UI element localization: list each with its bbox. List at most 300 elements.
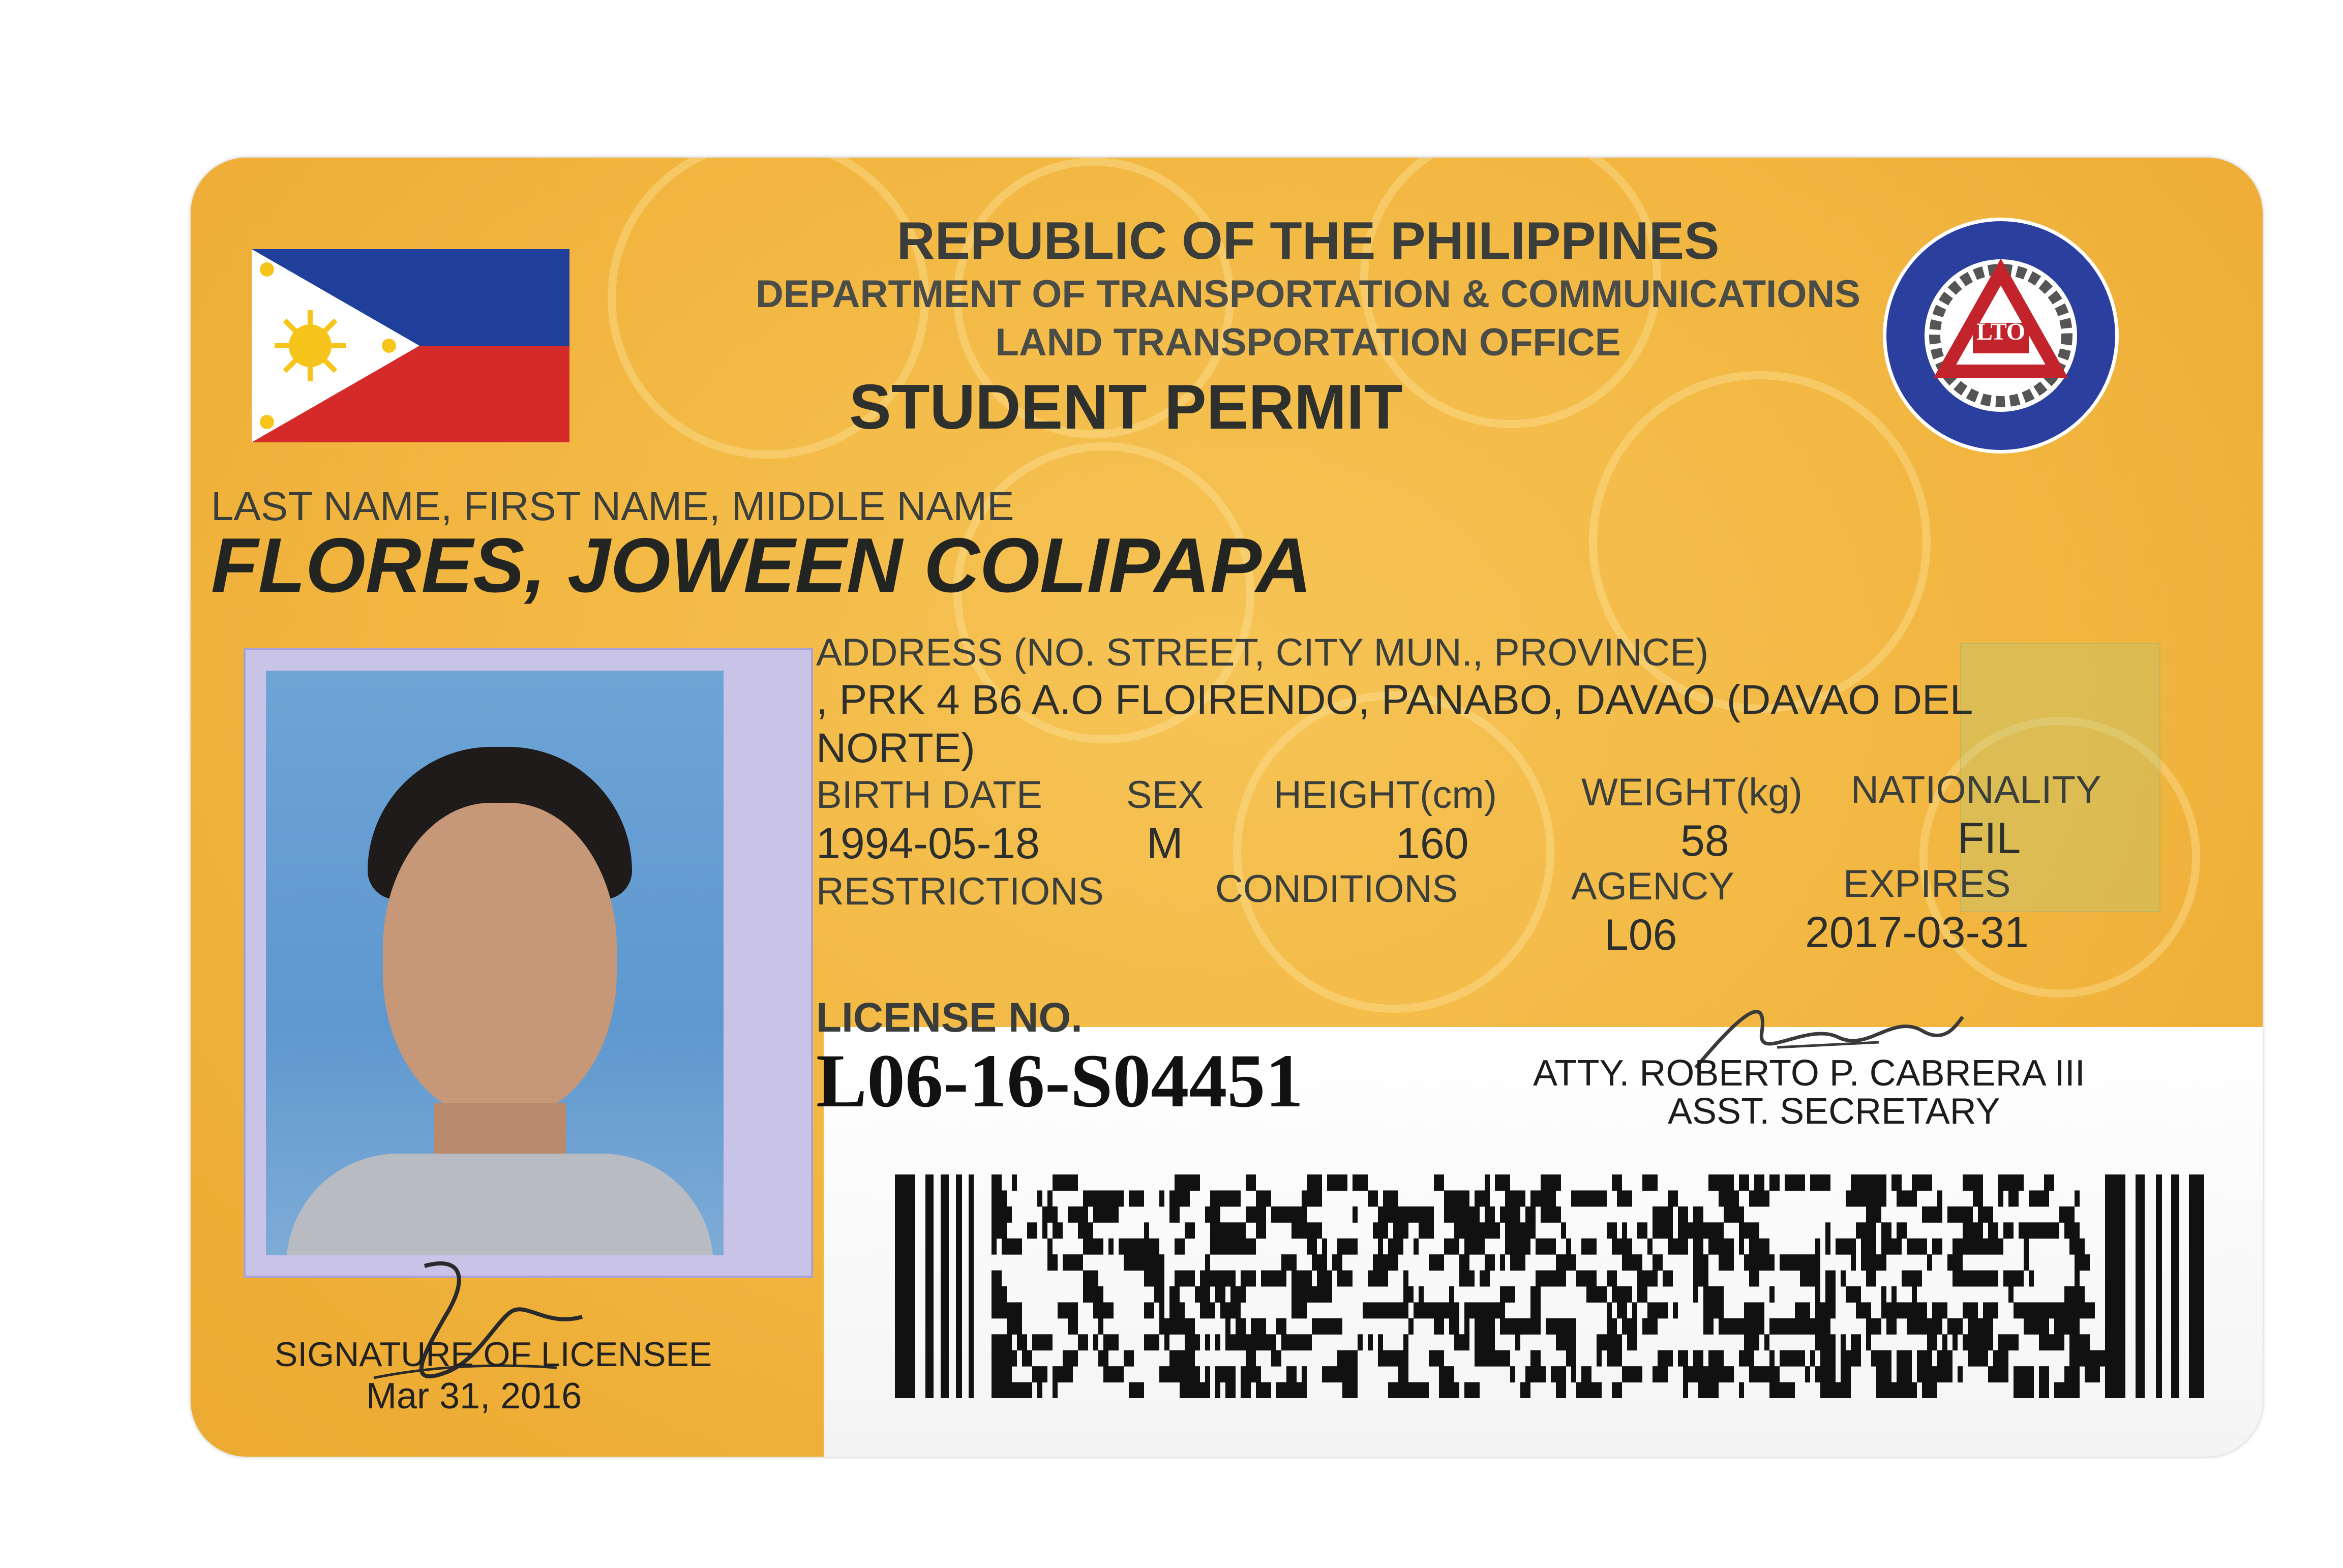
barcode-module [1993,1239,2003,1255]
barcode-module [1002,1382,1017,1398]
barcode-module [1556,1382,1566,1398]
barcode-module [2003,1271,2024,1287]
barcode-module [2003,1222,2014,1239]
barcode-module [1414,1302,1419,1318]
barcode-module [1876,1382,1897,1398]
barcode-module [2003,1174,2024,1191]
barcode-module [1683,1366,1703,1382]
license-label: LICENSE NO. [816,994,1083,1041]
barcode-module [1403,1271,1408,1287]
barcode-module [1480,1350,1490,1367]
barcode-module [1825,1286,1836,1303]
barcode-module [1124,1350,1134,1367]
barcode-module [1225,1334,1241,1350]
barcode-module [1205,1334,1210,1350]
barcode-module [1825,1271,1836,1287]
barcode-module [1327,1318,1342,1335]
barcode-module [1256,1382,1271,1398]
barcode-module [1978,1318,1993,1335]
barcode-module [1322,1239,1327,1255]
barcode-module [1510,1222,1520,1239]
barcode-module [1866,1207,1881,1223]
barcode-module [1312,1174,1322,1191]
barcode-module [1561,1222,1566,1239]
barcode-module [1485,1207,1495,1223]
barcode-module [1180,1318,1195,1335]
licensee-photo [266,671,724,1255]
barcode-module [1180,1302,1185,1318]
barcode-module [1230,1222,1246,1239]
barcode-module [2075,1254,2090,1271]
barcode-module [1668,1190,1678,1207]
barcode-module [2039,1366,2049,1382]
barcode-module [895,1174,915,1398]
barcode-module [1978,1271,1998,1287]
barcode-module [1952,1271,1963,1287]
barcode-module [1581,1239,1597,1255]
barcode-module [1571,1318,1576,1335]
barcode-module [992,1334,1012,1350]
barcode-module [1281,1334,1297,1350]
barcode-module [1236,1318,1246,1335]
barcode-module [1414,1239,1419,1255]
barcode-module [1683,1382,1688,1398]
barcode-module [1871,1254,1886,1271]
barcode-module [1622,1254,1627,1271]
barcode-module [1342,1382,1358,1398]
restrictions-label: RESTRICTIONS [816,870,1104,913]
barcode-module [1846,1286,1856,1303]
barcode-module [1530,1190,1546,1207]
barcode-module [1190,1382,1195,1398]
barcode-module [1210,1222,1230,1239]
barcode-module [1169,1207,1180,1223]
barcode-module [1022,1350,1032,1367]
barcode-module [1464,1239,1485,1255]
barcode-module [1932,1302,1947,1318]
barcode-module [1729,1190,1739,1207]
barcode-module [1256,1222,1266,1239]
agency-value: L06 [1604,911,1677,959]
barcode-module [992,1271,1002,1287]
barcode-module [2064,1222,2080,1239]
barcode-module [1139,1239,1159,1255]
barcode-module [2029,1382,2034,1398]
barcode-module [1378,1334,1383,1350]
barcode-module [1678,1207,1688,1223]
weight-label: WEIGHT(kg) [1581,771,1803,814]
barcode-module [1978,1207,1993,1223]
barcode-module [1841,1382,1851,1398]
barcode-module [1749,1271,1759,1287]
barcode-module [1693,1286,1698,1303]
barcode-module [1215,1271,1236,1287]
barcode-module [1353,1174,1368,1191]
barcode-module [1337,1350,1358,1367]
barcode-module [1175,1174,1180,1191]
barcode-module [1739,1350,1754,1367]
barcode-module [1998,1334,2019,1350]
barcode-module [1353,1207,1358,1223]
barcode-module [1917,1350,1932,1367]
barcode-module [1881,1239,1902,1255]
barcode-module [1561,1318,1571,1335]
barcode-module [1922,1382,1937,1398]
barcode-module [1210,1190,1230,1207]
barcode-module [1205,1207,1220,1223]
barcode-module [969,1174,974,1398]
barcode-module [1973,1239,1993,1255]
barcode-module [1017,1334,1027,1350]
barcode-module [1500,1318,1520,1335]
barcode-module [1607,1318,1612,1335]
barcode-module [1225,1382,1230,1398]
barcode-module [1175,1271,1185,1287]
barcode-module [1444,1190,1459,1207]
seal-center-text: LTO [1976,318,2026,345]
barcode-module [1719,1286,1724,1303]
barcode-module [1708,1174,1729,1191]
address-line-1: , PRK 4 B6 A.O FLOIRENDO, PANABO, DAVAO (DAVAO DEL [816,677,1973,723]
barcode-module [1271,1207,1286,1223]
lto-seal [1879,214,2123,458]
licensee-name: FLORES, JOWEEN COLIPAPA [211,522,1312,609]
barcode-module [1119,1239,1139,1255]
barcode-module [1403,1334,1408,1350]
barcode-module [2014,1382,2029,1398]
barcode-module [1769,1174,1780,1191]
barcode-module [1744,1302,1764,1318]
barcode-module [1515,1334,1520,1350]
sex-label: SEX [1126,773,1204,817]
barcode-module [2039,1334,2044,1350]
barcode-module [941,1174,949,1398]
barcode-module [1042,1222,1047,1239]
barcode-module [2075,1190,2080,1207]
barcode-module [992,1382,1002,1398]
barcode-module [1739,1222,1759,1239]
barcode-module [1327,1174,1347,1191]
barcode-module [1530,1286,1541,1303]
barcode-module [1536,1271,1541,1287]
barcode-module [1912,1302,1927,1318]
barcode-module [1536,1302,1541,1318]
barcode-module [1225,1318,1230,1335]
barcode-module [1612,1382,1622,1398]
barcode-module [2024,1318,2044,1335]
barcode-module [1144,1222,1149,1239]
agency-label: AGENCY [1571,865,1734,908]
barcode-module [1205,1366,1210,1382]
barcode-module [1658,1350,1673,1367]
barcode-module [1469,1222,1485,1239]
barcode-module [2044,1334,2064,1350]
barcode-module [1103,1366,1124,1382]
barcode-module [1037,1190,1042,1207]
barcode-module [1952,1239,1968,1255]
barcode-module [1525,1207,1536,1223]
barcode-module [1927,1318,1942,1335]
barcode-module [1815,1366,1836,1382]
barcode-module [1032,1334,1053,1350]
birth-date-value: 1994-05-18 [816,819,1040,868]
barcode-module [1541,1174,1561,1191]
barcode-module [1459,1254,1469,1271]
barcode-module [1525,1366,1546,1382]
barcode-module [1368,1334,1373,1350]
barcode-module [1398,1366,1408,1382]
barcode-module [1337,1271,1353,1287]
barcode-module [1800,1271,1820,1287]
barcode-module [1546,1318,1561,1335]
barcode-module [1708,1239,1714,1255]
barcode-module [1281,1254,1297,1271]
barcode-module [1230,1286,1246,1303]
barcode-module [1739,1318,1759,1335]
barcode-module [1693,1254,1708,1271]
barcode-module [1129,1190,1144,1207]
barcode-module [1815,1239,1820,1255]
barcode-module [1144,1271,1164,1287]
barcode-module [1169,1350,1190,1367]
barcode-module [1393,1222,1403,1239]
barcode-module [2064,1366,2080,1382]
barcode-module [1937,1366,1952,1382]
barcode-module [1759,1318,1764,1335]
barcode-module [1556,1254,1576,1271]
barcode-module [1175,1239,1185,1255]
signature-label: SIGNATURE OF LICENSEE [275,1335,712,1374]
barcode-module [1795,1254,1810,1271]
barcode-module [1403,1286,1414,1303]
barcode-module [1520,1222,1536,1239]
barcode-module [1154,1286,1164,1303]
barcode-module [1724,1207,1744,1223]
birth-date-label: BIRTH DATE [816,773,1042,817]
barcode-module [1083,1271,1093,1287]
barcode-module [1124,1254,1144,1271]
barcode-module [2054,1318,2064,1335]
barcode-module [1002,1302,1022,1318]
barcode-module [1368,1190,1378,1207]
barcode-module [1922,1207,1942,1223]
barcode-module [1454,1334,1469,1350]
barcode-module [1612,1239,1632,1255]
barcode-module [1017,1382,1032,1398]
barcode-module [1012,1174,1017,1191]
barcode-module [1378,1350,1398,1367]
barcode-module [1530,1302,1536,1318]
barcode-module [1510,1366,1515,1382]
barcode-module [1261,1271,1281,1287]
barcode-module [1597,1382,1602,1398]
barcode-module [1276,1382,1291,1398]
barcode-module [1225,1239,1246,1255]
barcode-module [1612,1174,1617,1191]
barcode-module [1434,1174,1444,1191]
barcode-module [1164,1334,1169,1350]
barcode-module [1322,1366,1337,1382]
barcode-module [1744,1334,1759,1350]
barcode-module [1815,1286,1820,1303]
barcode-module [2064,1286,2085,1303]
barcode-module [1027,1222,1037,1239]
barcode-module [1653,1222,1673,1239]
barcode-module [1993,1350,2008,1367]
barcode-module [1037,1382,1042,1398]
barcode-module [1927,1254,1932,1271]
barcode-module [1836,1239,1856,1255]
barcode-module [1607,1271,1617,1287]
barcode-module [1586,1286,1607,1303]
barcode-module [2054,1222,2059,1239]
barcode-module [1053,1382,1058,1398]
barcode-module [1958,1366,1963,1382]
barcode-module [1246,1350,1256,1367]
barcode-module [1169,1190,1190,1207]
barcode-module [1775,1382,1795,1398]
barcode-module [1790,1318,1800,1335]
barcode-module [1856,1302,1871,1318]
barcode-module [1444,1239,1459,1255]
barcode-module [1988,1222,1998,1239]
barcode-module [2044,1318,2049,1335]
barcode-module [2014,1366,2034,1382]
barcode-module [1317,1271,1332,1287]
barcode-module [1144,1302,1154,1318]
barcode-module [1475,1190,1490,1207]
barcode-module [1627,1334,1637,1350]
expires-label: EXPIRES [1843,862,2011,906]
barcode-module [1368,1271,1373,1287]
barcode-module [1998,1174,2003,1191]
barcode-module [1510,1254,1525,1271]
official-name: ATTY. ROBERTO P. CABRERA III [1533,1053,2085,1094]
barcode-module [2029,1190,2049,1207]
signature-date: Mar 31, 2016 [366,1376,582,1416]
barcode-module [1159,1366,1175,1382]
barcode-module [1108,1239,1114,1255]
barcode-module [1419,1286,1424,1303]
barcode-module [1098,1350,1108,1367]
barcode-module [1393,1302,1408,1318]
barcode-module [1744,1254,1754,1271]
barcode-module [1220,1302,1241,1318]
barcode-module [1820,1382,1841,1398]
barcode-module [1058,1302,1078,1318]
barcode-module [1963,1302,1968,1318]
barcode-module [1439,1382,1459,1398]
barcode-module [1373,1271,1388,1287]
barcode-module [1739,1239,1744,1255]
barcode-module [1312,1286,1317,1303]
barcode-module [1337,1239,1358,1255]
barcode-module [1897,1382,1917,1398]
barcode-module [1968,1350,1973,1367]
security-pattern [1233,691,1554,1013]
nationality-label: NATIONALITY [1851,768,2101,811]
barcode-module [1464,1190,1469,1207]
barcode-module [1973,1190,1978,1207]
barcode-module [1078,1222,1083,1239]
barcode-module [1576,1271,1597,1287]
barcode-module [1459,1271,1469,1287]
barcode-module [1708,1382,1714,1398]
barcode-module [1241,1271,1256,1287]
barcode-module [1129,1382,1144,1398]
barcode-module [1632,1302,1637,1318]
barcode-module [2075,1350,2085,1367]
barcode-module [1815,1334,1836,1350]
barcode-module [1917,1366,1937,1382]
barcode-module [1810,1318,1830,1335]
barcode-module [1881,1286,1886,1303]
barcode-module [1053,1174,1058,1191]
barcode-module [1907,1366,1912,1382]
barcode-module [1653,1207,1673,1223]
barcode-module [1637,1271,1658,1287]
barcode-module [1215,1366,1230,1382]
barcode-module [1581,1366,1591,1382]
barcode-module [1185,1271,1195,1287]
barcode-module [1144,1334,1159,1350]
barcode-module [1251,1318,1266,1335]
barcode-module [1937,1350,1952,1367]
barcode-module [1337,1366,1358,1382]
barcode-module [1668,1239,1688,1255]
barcode-module [1897,1350,1912,1367]
barcode-module [1103,1334,1119,1350]
barcode-module [1363,1302,1383,1318]
barcode-module [1312,1318,1327,1335]
barcode-module [1897,1302,1912,1318]
pdf417-barcode [895,1174,2207,1398]
barcode-module [1246,1239,1256,1255]
sex-value: M [1147,819,1183,868]
barcode-module [1607,1302,1612,1318]
barcode-module [2075,1271,2080,1287]
barcode-module [1047,1239,1053,1255]
barcode-module [1546,1190,1556,1207]
barcode-module [1566,1239,1571,1255]
barcode-module [2054,1302,2059,1318]
barcode-module [1419,1302,1439,1318]
barcode-module [1617,1190,1632,1207]
barcode-module [1703,1302,1724,1318]
barcode-module [1180,1174,1200,1191]
barcode-module [2069,1239,2085,1255]
barcode-module [1714,1222,1724,1239]
barcode-module [1291,1382,1307,1398]
barcode-module [1256,1190,1271,1207]
barcode-module [1241,1334,1256,1350]
license-number: L06-16-S04451 [816,1039,1304,1123]
barcode-module [1932,1239,1937,1255]
barcode-module [1622,1222,1627,1239]
barcode-module [1841,1350,1861,1367]
barcode-module [2029,1302,2049,1318]
barcode-module [1647,1302,1668,1318]
barcode-module [1566,1350,1576,1367]
barcode-module [1291,1222,1302,1239]
barcode-module [992,1174,1002,1191]
barcode-module [2136,1174,2145,1398]
barcode-module [1698,1207,1703,1223]
barcode-module [1169,1286,1180,1303]
barcode-module [2059,1207,2075,1223]
barcode-module [1159,1190,1164,1207]
barcode-module [1612,1286,1632,1303]
